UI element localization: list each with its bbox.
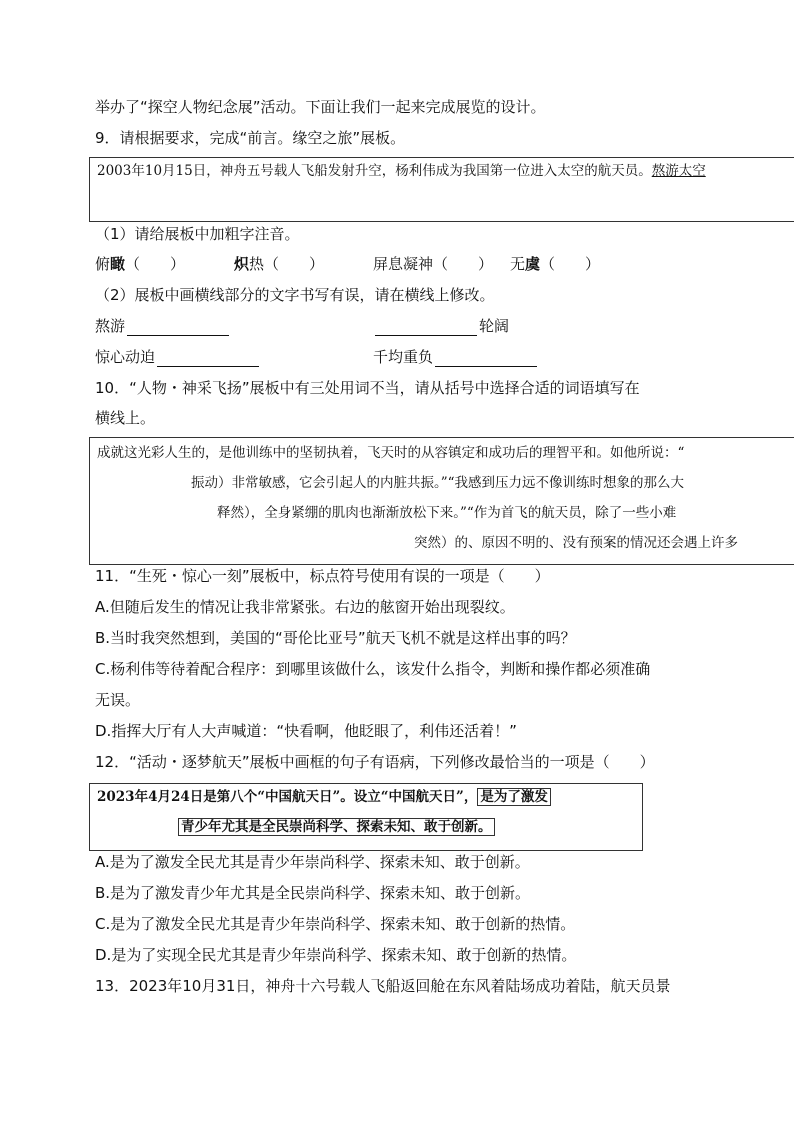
answer-blank[interactable] xyxy=(127,319,229,336)
board-text: 2023年4月24日是第八个“中国航天日”。设立“中国航天日”， xyxy=(97,789,478,805)
pinyin-item: 俯瞰（ ） xyxy=(95,255,186,273)
option-c[interactable]: C.杨利伟等待着配合程序：到哪里该做什么，该发什么指令，判断和操作都必须准确 xyxy=(95,660,651,678)
option-c-cont: 无误。 xyxy=(95,691,141,709)
question-9: 9．请根据要求，完成“前言。缘空之旅”展板。 xyxy=(95,129,406,147)
option-b[interactable]: B.当时我突然想到，美国的“哥伦比亚号”航天飞机不就是这样出事的吗？ xyxy=(95,629,576,647)
underlined-phrase: 熬游太空 xyxy=(651,163,706,179)
question-11: 11．“生死・惊心一刻”展板中，标点符号使用有误的一项是（ ） xyxy=(95,567,550,585)
board-line: 成就这光彩人生的，是他训练中的坚韧执着，飞天时的从容镇定和成功后的理智平和。如他所说：“ xyxy=(97,445,685,461)
question-13: 13．2023年10月31日，神舟十六号载人飞船返回舱在东风着陆场成功着陆，航天员景 xyxy=(95,977,671,995)
answer-blank[interactable] xyxy=(157,350,259,367)
option-d[interactable]: D.指挥大厅有人大声喊道：“快看啊，他眨眼了，利伟还活着！” xyxy=(95,722,517,740)
intro-line: 举办了“探空人物纪念展”活动。下面让我们一起来完成展览的设计。 xyxy=(95,98,546,116)
answer-blank[interactable] xyxy=(375,319,477,336)
boxed-phrase: 青少年尤其是全民崇尚科学、探索未知、敢于创新。 xyxy=(178,818,495,836)
question-10-cont: 横线上。 xyxy=(95,409,156,427)
question-9-1: （1）请给展板中加粗字注音。 xyxy=(95,225,300,243)
pinyin-item: 屏息凝神（ ） xyxy=(373,255,494,273)
question-9-2: （2）展板中画横线部分的文字书写有误，请在横线上修改。 xyxy=(95,286,495,304)
exhibit-board-people xyxy=(89,437,794,565)
correction-item: 轮阔 xyxy=(373,316,509,336)
question-12: 12．“活动・逐梦航天”展板中画框的句子有语病，下列修改最恰当的一项是（ ） xyxy=(95,753,655,771)
pinyin-item: 无虞（ ） xyxy=(510,255,601,273)
question-10: 10．“人物・神采飞扬”展板中有三处用词不当，请从括号中选择合适的词语填写在 xyxy=(95,379,640,397)
option-b[interactable]: B.是为了激发青少年尤其是全民崇尚科学、探索未知、敢于创新。 xyxy=(95,884,531,902)
exhibit-board-preface xyxy=(89,157,794,222)
option-c[interactable]: C.是为了激发全民尤其是青少年崇尚科学、探索未知、敢于创新的热情。 xyxy=(95,915,576,933)
option-a[interactable]: A.但随后发生的情况让我非常紧张。右边的舷窗开始出现裂纹。 xyxy=(95,598,515,616)
boxed-phrase: 是为了激发 xyxy=(477,788,551,806)
correction-item: 千均重负 xyxy=(373,347,539,367)
option-d[interactable]: D.是为了实现全民尤其是青少年崇尚科学、探索未知、敢于创新的热情。 xyxy=(95,946,577,964)
board-line: 振动）非常敏感，它会引起人的内脏共振。”“我感到压力远不像训练时想象的那么大 xyxy=(191,475,685,491)
answer-blank[interactable] xyxy=(435,350,537,367)
correction-item: 熬游 xyxy=(95,316,231,336)
board-text: 2003年10月15日，神舟五号载人飞船发射升空，杨利伟成为我国第一位进入太空的航天员。 xyxy=(97,163,652,179)
correction-item: 惊心动迫 xyxy=(95,347,261,367)
option-a[interactable]: A.是为了激发全民尤其是青少年崇尚科学、探索未知、敢于创新。 xyxy=(95,853,530,871)
board-line: 突然）的、原因不明的、没有预案的情况还会遇上许多 xyxy=(414,535,738,551)
pinyin-item: 炽热（ ） xyxy=(234,255,325,273)
exhibit-board-activity xyxy=(89,783,643,851)
board-line: 释然），全身紧绷的肌肉也渐渐放松下来。”“作为首飞的航天员，除了一些小难 xyxy=(217,505,677,521)
